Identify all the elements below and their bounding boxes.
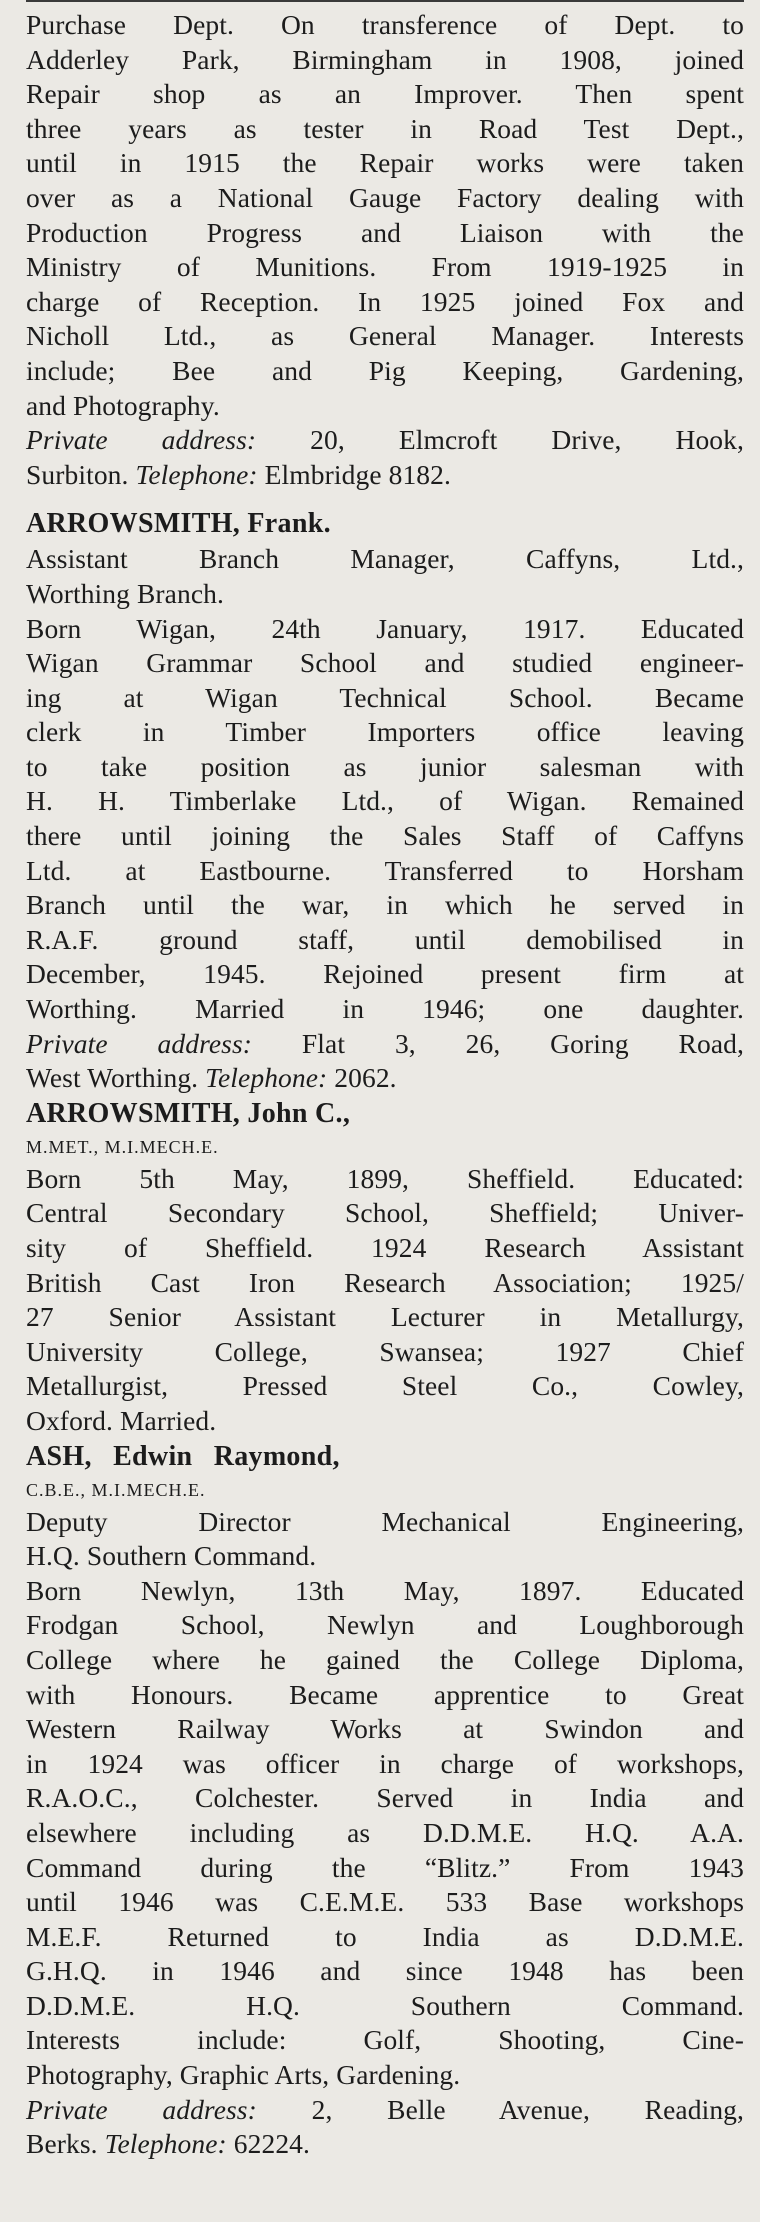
- telephone-number: Elmbridge 8182.: [257, 458, 451, 490]
- address-text: Berks.: [26, 2128, 105, 2160]
- text-line: until in 1915 the Repair works were taken: [26, 147, 744, 179]
- text-line: University College, Swansea; 1927 Chief: [26, 1335, 744, 1367]
- address-text: 2, Belle Avenue, Reading,: [256, 2093, 744, 2125]
- private-address-label: Private address:: [26, 1027, 253, 1059]
- text-line: Deputy Director Mechanical Engineering,: [26, 1505, 744, 1537]
- text-line: British Cast Iron Research Association; 1925/: [26, 1266, 744, 1298]
- text-line: Born 5th May, 1899, Sheffield. Educated:: [26, 1162, 744, 1194]
- text-line: Ltd. at Eastbourne. Transferred to Horsham: [26, 854, 744, 886]
- text-line: Born Newlyn, 13th May, 1897. Educated: [26, 1574, 744, 1606]
- entry-name: ARROWSMITH, John C.,: [26, 1097, 351, 1129]
- text-line: Ministry of Munitions. From 1919-1925 in: [26, 251, 744, 283]
- address-line: [26, 423, 744, 458]
- private-address-label: Private address:: [26, 424, 257, 456]
- top-rule: [26, 0, 744, 2]
- address-line: [26, 1061, 744, 1096]
- text-line: sity of Sheffield. 1924 Research Assistant: [26, 1232, 744, 1263]
- text-line: include; Bee and Pig Keeping, Gardening,: [26, 354, 744, 386]
- entry-name: ARROWSMITH, Frank.: [26, 508, 331, 540]
- text-line: December, 1945. Rejoined present firm at: [26, 958, 744, 990]
- text-line: ing at Wigan Technical School. Became: [26, 681, 744, 713]
- text-line: Born Wigan, 24th January, 1917. Educated: [26, 612, 744, 644]
- text-line: Frodgan School, Newlyn and Loughborough: [26, 1609, 744, 1641]
- text-line: College where he gained the College Diploma,: [26, 1643, 744, 1675]
- entry-qualifications: C.B.E., M.I.MECH.E.: [26, 1479, 206, 1500]
- continued-entry: [26, 8, 744, 492]
- telephone-number: 2062.: [327, 1062, 397, 1094]
- text-line: H. H. Timberlake Ltd., of Wigan. Remained: [26, 785, 744, 817]
- text-line: Worthing. Married in 1946; one daughter.: [26, 993, 744, 1025]
- telephone-label: Telephone:: [135, 458, 258, 490]
- entry-ash-edwin: [26, 1439, 744, 2162]
- text-line: G.H.Q. in 1946 and since 1948 has been: [26, 1955, 744, 1987]
- text-line: Worthing Branch.: [26, 577, 224, 609]
- text-line: R.A.O.C., Colchester. Served in India and: [26, 1782, 744, 1814]
- text-line: Central Secondary School, Sheffield; Univer-: [26, 1197, 744, 1229]
- text-line: R.A.F. ground staff, until demobilised in: [26, 923, 744, 955]
- telephone-label: Telephone:: [104, 2128, 227, 2160]
- entry-name: ASH, Edwin Raymond,: [26, 1440, 340, 1472]
- text-line: H.Q. Southern Command.: [26, 1540, 317, 1572]
- entry-qualifications: M.MET., M.I.MECH.E.: [26, 1136, 219, 1157]
- text-line: Interests include: Golf, Shooting, Cine-: [26, 2024, 744, 2056]
- text-line: Branch until the war, in which he served in: [26, 889, 744, 921]
- text-line: Repair shop as an Improver. Then spent: [26, 78, 744, 110]
- text-line: Oxford. Married.: [26, 1404, 217, 1436]
- text-line: there until joining the Sales Staff of Caffyns: [26, 820, 744, 852]
- text-line: Western Railway Works at Swindon and: [26, 1713, 744, 1745]
- address-text: Flat 3, 26, Goring Road,: [252, 1027, 744, 1059]
- telephone-number: 62224.: [226, 2128, 310, 2160]
- address-line: [26, 2093, 744, 2128]
- address-text: 20, Elmcroft Drive, Hook,: [256, 424, 744, 456]
- text-line: Assistant Branch Manager, Caffyns, Ltd.,: [26, 543, 744, 575]
- text-line: D.D.M.E. H.Q. Southern Command.: [26, 1989, 744, 2021]
- address-text: Surbiton.: [26, 458, 136, 490]
- address-line: [26, 2127, 744, 2162]
- text-line: Purchase Dept. On transference of Dept. to: [26, 9, 744, 40]
- entry-arrowsmith-frank: [26, 506, 744, 1096]
- text-line: Photography, Graphic Arts, Gardening.: [26, 2059, 461, 2091]
- private-address-label: Private address:: [26, 2093, 257, 2125]
- text-line: 27 Senior Assistant Lecturer in Metallurgy,: [26, 1301, 744, 1333]
- text-line: Command during the “Blitz.” From 1943: [26, 1851, 744, 1883]
- directory-page: [26, 0, 744, 2222]
- text-line: to take position as junior salesman with: [26, 750, 744, 782]
- text-line: three years as tester in Road Test Dept.,: [26, 112, 744, 144]
- text-line: Adderley Park, Birmingham in 1908, joined: [26, 43, 744, 75]
- text-line: clerk in Timber Importers office leaving: [26, 716, 744, 748]
- text-line: with Honours. Became apprentice to Great: [26, 1678, 744, 1710]
- entry-arrowsmith-john: [26, 1096, 744, 1439]
- text-line: until 1946 was C.E.M.E. 533 Base workshops: [26, 1886, 744, 1918]
- page-body: [26, 8, 744, 2162]
- address-text: West Worthing.: [26, 1062, 206, 1094]
- text-line: over as a National Gauge Factory dealing with: [26, 181, 744, 213]
- text-line: and Photography.: [26, 389, 220, 421]
- text-line: M.E.F. Returned to India as D.D.M.E.: [26, 1920, 744, 1952]
- telephone-label: Telephone:: [205, 1062, 328, 1094]
- text-line: Production Progress and Liaison with the: [26, 216, 744, 248]
- text-line: Metallurgist, Pressed Steel Co., Cowley,: [26, 1370, 744, 1402]
- address-line: [26, 458, 744, 493]
- text-line: charge of Reception. In 1925 joined Fox and: [26, 285, 744, 317]
- text-line: Nicholl Ltd., as General Manager. Interests: [26, 320, 744, 352]
- text-line: elsewhere including as D.D.M.E. H.Q. A.A.: [26, 1816, 744, 1848]
- text-line: in 1924 was officer in charge of workshops,: [26, 1747, 744, 1779]
- address-line: [26, 1027, 744, 1062]
- text-line: Wigan Grammar School and studied engineer-: [26, 647, 744, 679]
